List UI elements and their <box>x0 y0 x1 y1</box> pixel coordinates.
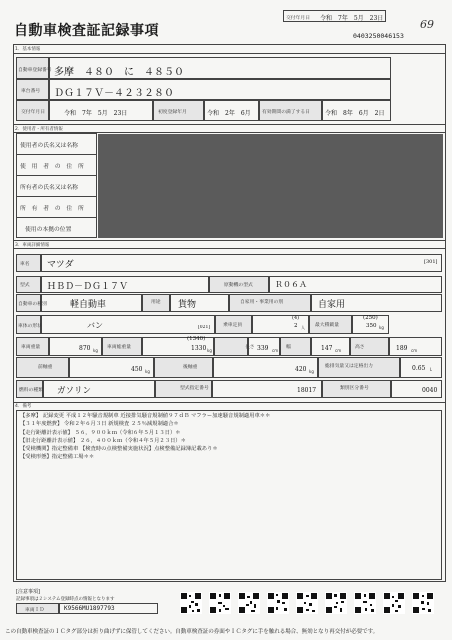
height-unit: cm <box>411 348 418 353</box>
model-label: 型式 <box>20 283 30 288</box>
gross-unit: kg <box>207 348 212 353</box>
gross-value-paren: (1340) <box>187 336 206 342</box>
gross-label: 車両総重量 <box>107 345 131 350</box>
qr-code-7 <box>354 592 376 614</box>
car-id-label: 車両ＩＤ <box>25 608 45 613</box>
displacement-unit: L <box>430 367 433 372</box>
qr-code-5 <box>296 592 318 614</box>
rear-axle-label: 後軸重 <box>183 365 198 370</box>
qr-code-6 <box>325 592 347 614</box>
document-title: 自動車検査証記録事項 <box>14 23 159 39</box>
purpose-value: 自家用 <box>318 300 346 310</box>
maxload-label: 最大積載量 <box>315 323 339 328</box>
remark-line: 【３１年度燃費】 令和２年６月３日 新規検査 ２５％減規制適合＊ <box>20 421 179 428</box>
capacity-value: 2 <box>294 323 298 329</box>
maxload-value: 350 <box>366 323 377 329</box>
maker-code: [301] <box>424 259 438 265</box>
issue-date-label: 交付年月日 <box>286 16 310 21</box>
engine-label: 原動機の型式 <box>224 283 253 288</box>
use-value: 貨物 <box>178 300 197 310</box>
car-id-value: K9566MU1897793 <box>64 605 115 612</box>
weight-label: 車両重量 <box>21 345 41 350</box>
issue-label: 交付年月日 <box>21 110 45 115</box>
user-address-label: 使 用 者 の 住 所 <box>20 164 84 170</box>
kind-label: 自動車の種別 <box>18 302 47 307</box>
document-number: 0403250046153 <box>353 32 404 40</box>
expiry-value: 令和 8年 6月 2日 <box>325 110 385 117</box>
shape-code: [021] <box>198 325 211 330</box>
fuel-value: ガソリン <box>57 386 92 396</box>
section-owner-heading: 2．使用者・所有者情報 <box>15 127 63 132</box>
remark-line: 【受検機関】指定整備車 【検査時の点検整備実施状況】点検整備記録簿記載あり＊ <box>20 446 218 453</box>
shape-label: 車体の形状 <box>18 324 42 329</box>
width-label: 幅 <box>286 345 291 350</box>
section-basic-heading: 1．基本情報 <box>15 47 41 52</box>
remark-line: 【多摩】 記録変更 平成１２年騒音規制車 近接排気騒音規制値９７ｄＢ マフラー加速騒音規制適用車＊＊ <box>20 413 271 419</box>
width-unit: cm <box>335 348 342 353</box>
remark-line: 【受検形態】指定整備工場＊＊ <box>20 454 95 461</box>
qr-code-1 <box>180 592 202 614</box>
width-value: 147 <box>321 345 333 352</box>
type-spec-value: 18017 <box>297 387 317 394</box>
length-value: 339 <box>257 345 269 352</box>
qr-code-9 <box>412 592 434 614</box>
maker-value: マツダ <box>47 260 74 270</box>
issue-date-value: 令和 7年 5月 23日 <box>320 15 384 22</box>
weight-unit: kg <box>93 348 98 353</box>
kind-value: 軽自動車 <box>70 300 107 310</box>
expiry-label: 有効期間の満了する日 <box>262 110 310 115</box>
maker-label: 車名 <box>20 262 30 267</box>
front-axle-unit: kg <box>145 369 150 374</box>
notes-heading: [注意事項] <box>16 589 40 595</box>
front-axle-label: 前軸重 <box>38 365 53 370</box>
chassis-value: ＤＧ１７Ｖ－４２３２８０ <box>54 88 174 99</box>
qr-code-group <box>180 592 440 618</box>
use-label: 用途 <box>151 300 161 305</box>
remarks-block <box>20 412 440 482</box>
category-value: 0040 <box>422 387 438 394</box>
notes-line: 記録事項は２システム登録時点の情報となります <box>16 597 115 602</box>
plate-value: 多摩 ４８０ に ４８５０ <box>54 67 184 78</box>
purpose-label: 自家用・事業用の別 <box>240 300 284 305</box>
model-value: ＨＢＤ－ＤＧ１７Ｖ <box>47 282 129 292</box>
maxload-unit: kg <box>379 325 384 330</box>
first-reg-label: 初度登録年月 <box>158 110 187 115</box>
handwritten-number: 69 <box>420 18 434 31</box>
category-label: 類別区分番号 <box>340 386 369 391</box>
displacement-value: 0.65 <box>412 365 426 372</box>
redacted-owner-block <box>98 134 443 238</box>
rear-axle-value: 420 <box>295 366 307 373</box>
owner-name-label: 所有者の氏名又は名称 <box>20 185 78 191</box>
qr-code-8 <box>383 592 405 614</box>
section-remarks-heading: 4．備考 <box>15 404 32 409</box>
capacity-value-paren: (4) <box>292 315 300 321</box>
engine-value: Ｒ０６Ａ <box>275 280 307 289</box>
first-reg-value: 令和 2年 6月 <box>207 110 251 117</box>
plate-label: 自動車登録番号 <box>18 68 52 73</box>
remark-line: 【旧走行距離計表示値】 ２６，４００ｋｍ（令和４年５月２３日）＊ <box>20 437 186 444</box>
base-location-label: 使用の本拠の位置 <box>25 227 72 233</box>
remark-line: 【走行距離計表示値】 ５６，９００ｋｍ（令和６年５月１３日）＊ <box>20 429 181 436</box>
qr-code-3 <box>238 592 260 614</box>
length-label: 長さ <box>245 345 255 350</box>
length-unit: cm <box>272 348 279 353</box>
fuel-label: 燃料の種類 <box>19 388 43 393</box>
owner-row-labels <box>18 133 96 238</box>
height-label: 高さ <box>355 345 365 350</box>
weight-value: 870 <box>79 345 91 352</box>
front-axle-value: 450 <box>131 366 143 373</box>
displacement-label: 総排気量又は定格出力 <box>325 364 373 369</box>
qr-code-4 <box>267 592 289 614</box>
shape-value: バン <box>87 321 103 330</box>
bottom-notice: この自動車検査証のＩＣタグ部分は折り曲げずに保管してください。自動車検査証の券面やＩＣタグに手を触れる場合、無効となり再交付が必要です。 <box>5 629 379 635</box>
capacity-label: 乗車定員 <box>223 323 243 328</box>
chassis-label: 車台番号 <box>21 89 41 94</box>
issue-date-box <box>283 10 386 22</box>
gross-value: 1330 <box>191 345 207 352</box>
capacity-unit: 人 <box>301 325 305 330</box>
user-name-label: 使用者の氏名又は名称 <box>20 143 78 149</box>
section-vehicle-heading: 3．車両詳細情報 <box>15 243 50 248</box>
issue-value: 令和 7年 5月 23日 <box>64 110 128 117</box>
owner-address-label: 所 有 者 の 住 所 <box>20 206 84 212</box>
qr-code-2 <box>209 592 231 614</box>
type-spec-label: 型式指定番号 <box>180 386 209 391</box>
rear-axle-unit: kg <box>309 369 314 374</box>
height-value: 189 <box>396 345 408 352</box>
maxload-value-paren: (250) <box>363 315 378 321</box>
